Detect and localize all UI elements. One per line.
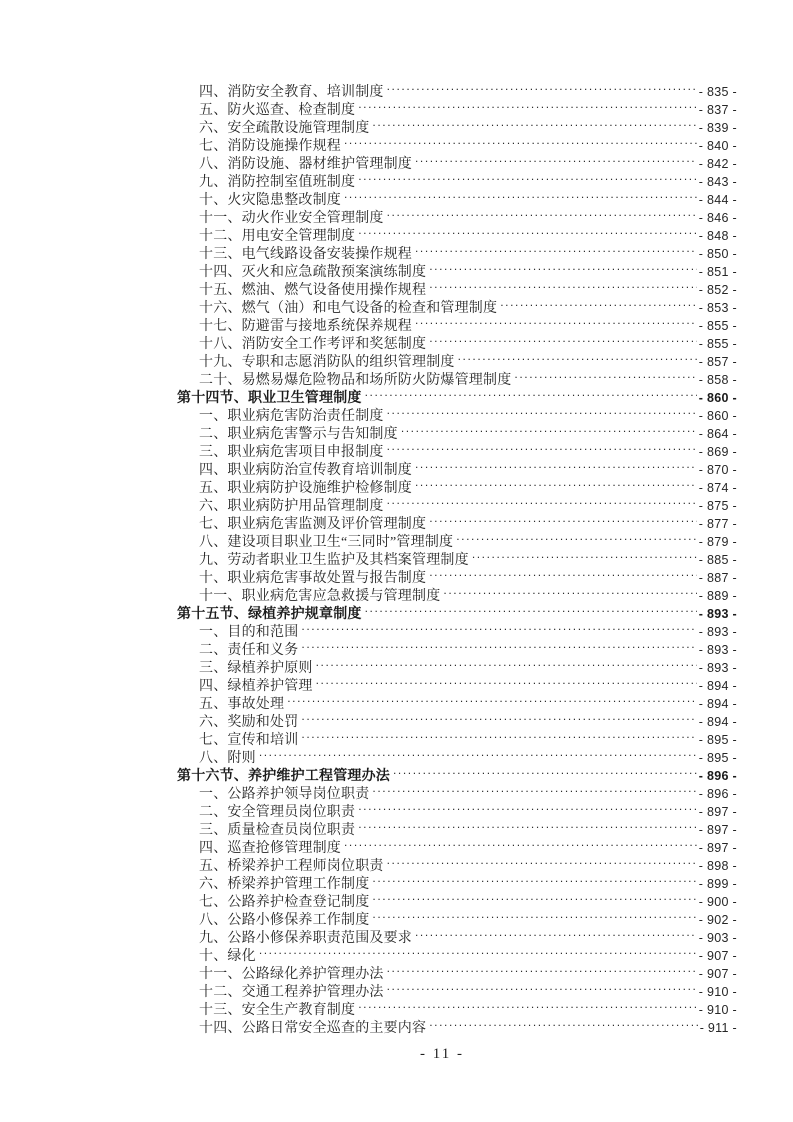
- toc-entry-title: 九、公路小修保养职责范围及要求: [199, 931, 412, 946]
- toc-entry-page: - 894 -: [698, 715, 737, 729]
- toc-leader-dots: [365, 600, 697, 618]
- toc-entry-page: - 907 -: [698, 949, 737, 963]
- toc-entry[interactable]: [177, 78, 737, 100]
- toc-leader-dots: [514, 366, 696, 384]
- toc-leader-dots: [387, 978, 697, 996]
- toc-leader-dots: [415, 240, 697, 258]
- toc-entry-title: 第十四节、职业卫生管理制度: [177, 391, 362, 406]
- toc-entry-title: 二、责任和义务: [199, 643, 299, 658]
- toc-leader-dots: [372, 870, 696, 888]
- toc-leader-dots: [287, 690, 697, 708]
- toc-leader-dots: [316, 672, 697, 690]
- toc-leader-dots: [429, 1014, 697, 1032]
- toc-entry-title: 十五、燃油、燃气设备使用操作规程: [199, 283, 427, 298]
- toc-entry-page: - 843 -: [698, 175, 737, 189]
- toc-leader-dots: [259, 744, 697, 762]
- toc-leader-dots: [443, 582, 696, 600]
- toc-leader-dots: [344, 186, 697, 204]
- toc-entry-page: - 893 -: [698, 607, 737, 621]
- toc-entry[interactable]: [177, 762, 737, 784]
- toc-entry-page: - 848 -: [698, 229, 737, 243]
- toc-entry-title: 四、绿植养护管理: [199, 679, 313, 694]
- toc-entry-title: 五、防火巡查、检查制度: [199, 103, 356, 118]
- toc-leader-dots: [344, 834, 697, 852]
- toc-entry-title: 三、职业病危害项目申报制度: [199, 445, 384, 460]
- toc-entry-page: - 911 -: [699, 1021, 737, 1035]
- toc-entry-page: - 897 -: [698, 841, 737, 855]
- page-number-footer: - 11 -: [420, 1046, 464, 1062]
- toc-leader-dots: [372, 906, 696, 924]
- toc-entry-page: - 885 -: [698, 553, 737, 567]
- toc-entry-page: - 874 -: [698, 481, 737, 495]
- toc-entry-page: - 844 -: [698, 193, 737, 207]
- toc-entry-title: 十一、动火作业安全管理制度: [199, 211, 384, 226]
- toc-entry-page: - 893 -: [698, 625, 737, 639]
- toc-leader-dots: [429, 258, 697, 276]
- toc-entry-title: 四、消防安全教育、培训制度: [199, 85, 384, 100]
- toc-entry-page: - 889 -: [698, 589, 737, 603]
- toc-entry-title: 二、职业病危害警示与告知制度: [199, 427, 398, 442]
- toc-entry-title: 十九、专职和志愿消防队的组织管理制度: [199, 355, 455, 370]
- toc-entry-title: 八、附则: [199, 751, 256, 766]
- toc-entry-page: - 902 -: [698, 913, 737, 927]
- toc-leader-dots: [316, 654, 697, 672]
- toc-leader-dots: [365, 384, 697, 402]
- toc-entry-page: - 893 -: [698, 643, 737, 657]
- toc-entry-page: - 860 -: [698, 409, 737, 423]
- toc-leader-dots: [456, 528, 697, 546]
- toc-entry[interactable]: [177, 942, 737, 964]
- toc-leader-dots: [358, 816, 697, 834]
- toc-leader-dots: [344, 132, 697, 150]
- toc-leader-dots: [387, 492, 697, 510]
- toc-entry-page: - 842 -: [698, 157, 737, 171]
- toc-entry-title: 十四、公路日常安全巡查的主要内容: [199, 1021, 427, 1036]
- toc-entry-page: - 903 -: [698, 931, 737, 945]
- toc-entry-title: 五、事故处理: [199, 697, 285, 712]
- toc-entry-title: 二、安全管理员岗位职责: [199, 805, 356, 820]
- toc-entry-title: 六、桥梁养护管理工作制度: [199, 877, 370, 892]
- toc-entry-page: - 846 -: [698, 211, 737, 225]
- toc-entry-title: 十七、防避雷与接地系统保养规程: [199, 319, 412, 334]
- toc-entry-page: - 851 -: [698, 265, 737, 279]
- toc-leader-dots: [429, 510, 697, 528]
- toc-entry-page: - 837 -: [698, 103, 737, 117]
- toc-entry-title: 八、建设项目职业卫生“三同时”管理制度: [199, 535, 454, 550]
- toc-entry-title: 七、职业病危害监测及评价管理制度: [199, 517, 427, 532]
- toc-entry-page: - 877 -: [698, 517, 737, 531]
- toc-leader-dots: [387, 960, 697, 978]
- toc-leader-dots: [372, 114, 696, 132]
- toc-entry-page: - 879 -: [698, 535, 737, 549]
- toc-entry-page: - 858 -: [698, 373, 737, 387]
- toc-entry-page: - 897 -: [698, 823, 737, 837]
- toc-entry-page: - 875 -: [698, 499, 737, 513]
- toc-leader-dots: [415, 456, 697, 474]
- toc-entry-page: - 907 -: [698, 967, 737, 981]
- toc-entry-title: 十三、安全生产教育制度: [199, 1003, 356, 1018]
- toc-leader-dots: [387, 402, 697, 420]
- toc-leader-dots: [387, 204, 697, 222]
- toc-entry-page: - 898 -: [698, 859, 737, 873]
- toc-entry-page: - 855 -: [698, 319, 737, 333]
- toc-entry-page: - 855 -: [698, 337, 737, 351]
- toc-entry-title: 七、公路养护检查登记制度: [199, 895, 370, 910]
- toc-entry-title: 六、安全疏散设施管理制度: [199, 121, 370, 136]
- toc-entry-page: - 895 -: [698, 733, 737, 747]
- toc-entry-page: - 840 -: [698, 139, 737, 153]
- toc-entry-title: 九、劳动者职业卫生监护及其档案管理制度: [199, 553, 469, 568]
- toc-entry-page: - 835 -: [698, 85, 737, 99]
- toc-entry-title: 八、公路小修保养工作制度: [199, 913, 370, 928]
- toc-entry-page: - 894 -: [698, 679, 737, 693]
- toc-entry-page: - 910 -: [698, 1003, 737, 1017]
- toc-entry-page: - 887 -: [698, 571, 737, 585]
- toc-entry-title: 五、桥梁养护工程师岗位职责: [199, 859, 384, 874]
- toc-entry-title: 一、目的和范围: [199, 625, 299, 640]
- toc-leader-dots: [415, 150, 697, 168]
- toc-entry-page: - 895 -: [698, 751, 737, 765]
- toc-entry-title: 二十、易燃易爆危险物品和场所防火防爆管理制度: [199, 373, 512, 388]
- toc-leader-dots: [301, 726, 696, 744]
- toc-entry-page: - 853 -: [698, 301, 737, 315]
- toc-leader-dots: [301, 708, 696, 726]
- toc-leader-dots: [472, 546, 697, 564]
- toc-leader-dots: [429, 276, 697, 294]
- toc-entry-title: 九、消防控制室值班制度: [199, 175, 356, 190]
- toc-entry-title: 五、职业病防护设施维护检修制度: [199, 481, 412, 496]
- toc-leader-dots: [372, 888, 696, 906]
- toc-entry-title: 四、巡查抢修管理制度: [199, 841, 341, 856]
- toc-entry-title: 十二、用电安全管理制度: [199, 229, 356, 244]
- toc-leader-dots: [387, 78, 697, 96]
- toc-leader-dots: [387, 852, 697, 870]
- toc-entry-title: 三、绿植养护原则: [199, 661, 313, 676]
- toc-entry-title: 十一、公路绿化养护管理办法: [199, 967, 384, 982]
- toc-entry-page: - 839 -: [698, 121, 737, 135]
- toc-entry-page: - 896 -: [698, 787, 737, 801]
- toc-leader-dots: [429, 330, 697, 348]
- toc-leader-dots: [358, 996, 697, 1014]
- toc-leader-dots: [500, 294, 697, 312]
- toc-entry-page: - 869 -: [698, 445, 737, 459]
- toc-entry-page: - 870 -: [698, 463, 737, 477]
- toc-leader-dots: [301, 618, 696, 636]
- toc-entry[interactable]: [177, 960, 737, 982]
- toc-entry-title: 十四、灭火和应急疏散预案演练制度: [199, 265, 427, 280]
- toc-leader-dots: [358, 168, 697, 186]
- toc-entry-title: 十、绿化: [199, 949, 256, 964]
- toc-leader-dots: [429, 564, 697, 582]
- toc-leader-dots: [401, 420, 697, 438]
- toc-leader-dots: [259, 942, 697, 960]
- toc-entry-title: 六、奖励和处罚: [199, 715, 299, 730]
- toc-entry-page: - 850 -: [698, 247, 737, 261]
- toc-entry-title: 十三、电气线路设备安装操作规程: [199, 247, 412, 262]
- toc-entry-page: - 857 -: [698, 355, 737, 369]
- toc-entry-title: 一、职业病危害防治责任制度: [199, 409, 384, 424]
- toc-entry-title: 十八、消防安全工作考评和奖惩制度: [199, 337, 427, 352]
- toc-entry-page: - 897 -: [698, 805, 737, 819]
- toc-entry-title: 四、职业病防治宣传教育培训制度: [199, 463, 412, 478]
- toc-leader-dots: [415, 924, 697, 942]
- toc-entry-title: 八、消防设施、器材维护管理制度: [199, 157, 412, 172]
- toc-leader-dots: [415, 474, 697, 492]
- toc-leader-dots: [387, 438, 697, 456]
- toc-leader-dots: [458, 348, 697, 366]
- toc-entry-title: 十、职业病危害事故处置与报告制度: [199, 571, 427, 586]
- toc-leader-dots: [358, 96, 697, 114]
- toc-entry-page: - 893 -: [698, 661, 737, 675]
- toc-entry[interactable]: [177, 744, 737, 766]
- table-of-contents: [177, 78, 737, 1036]
- toc-entry-page: - 864 -: [698, 427, 737, 441]
- toc-entry-title: 六、职业病防护用品管理制度: [199, 499, 384, 514]
- toc-entry-title: 三、质量检查员岗位职责: [199, 823, 356, 838]
- toc-entry-title: 十、火灾隐患整改制度: [199, 193, 341, 208]
- toc-leader-dots: [393, 762, 697, 780]
- toc-entry-title: 十一、职业病危害应急救援与管理制度: [199, 589, 441, 604]
- toc-entry-page: - 899 -: [698, 877, 737, 891]
- toc-entry-title: 十六、燃气（油）和电气设备的检查和管理制度: [199, 301, 498, 316]
- toc-leader-dots: [358, 222, 697, 240]
- toc-entry-page: - 910 -: [698, 985, 737, 999]
- toc-entry-page: - 896 -: [698, 769, 737, 783]
- toc-entry-title: 七、宣传和培训: [199, 733, 299, 748]
- toc-leader-dots: [358, 798, 697, 816]
- toc-entry-title: 十二、交通工程养护管理办法: [199, 985, 384, 1000]
- toc-entry-page: - 852 -: [698, 283, 737, 297]
- toc-entry-page: - 900 -: [698, 895, 737, 909]
- toc-entry-title: 七、消防设施操作规程: [199, 139, 341, 154]
- toc-entry-page: - 860 -: [698, 391, 737, 405]
- toc-entry-page: - 894 -: [698, 697, 737, 711]
- toc-entry-title: 第十五节、绿植养护规章制度: [177, 607, 362, 622]
- toc-leader-dots: [301, 636, 696, 654]
- toc-leader-dots: [415, 312, 697, 330]
- toc-entry-title: 第十六节、养护维护工程管理办法: [177, 769, 390, 784]
- toc-entry-title: 一、公路养护领导岗位职责: [199, 787, 370, 802]
- toc-leader-dots: [372, 780, 696, 798]
